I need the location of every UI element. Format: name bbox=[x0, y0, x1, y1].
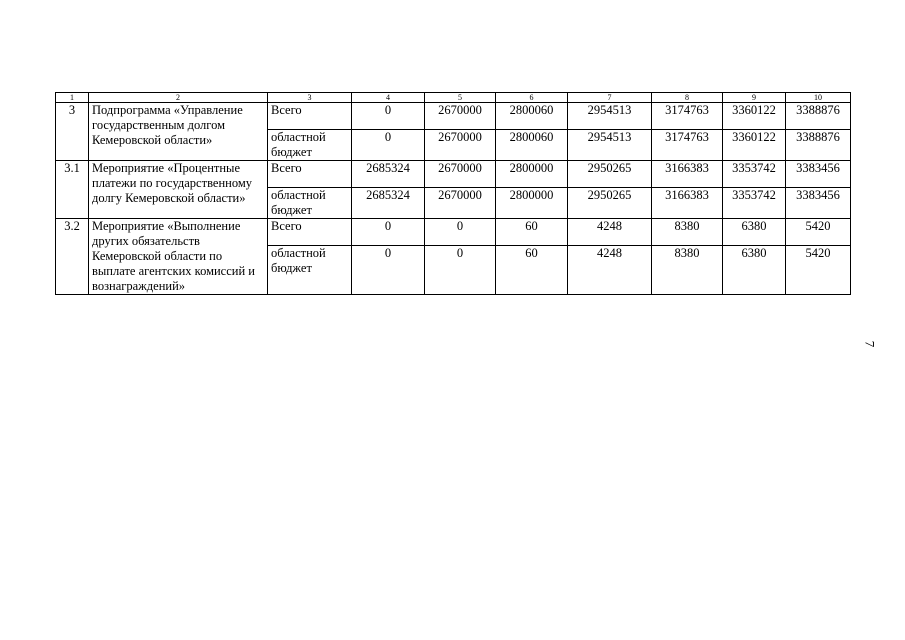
value-cell: 2950265 bbox=[568, 188, 652, 219]
value-cell: 2950265 bbox=[568, 161, 652, 188]
value-cell: 3166383 bbox=[652, 188, 723, 219]
value-cell: 3353742 bbox=[723, 188, 786, 219]
value-cell: 0 bbox=[352, 130, 425, 161]
value-cell: 3174763 bbox=[652, 103, 723, 130]
value-cell: 3353742 bbox=[723, 161, 786, 188]
value-cell: 0 bbox=[425, 246, 496, 295]
table-row bbox=[56, 219, 851, 246]
value-cell: 0 bbox=[352, 246, 425, 295]
funding-source: Всего bbox=[268, 161, 352, 188]
budget-table bbox=[55, 92, 851, 295]
value-cell: 3383456 bbox=[786, 161, 851, 188]
value-cell: 2954513 bbox=[568, 130, 652, 161]
value-cell: 2800060 bbox=[496, 130, 568, 161]
value-cell: 3174763 bbox=[652, 130, 723, 161]
column-number: 9 bbox=[723, 93, 786, 103]
value-cell: 0 bbox=[352, 103, 425, 130]
value-cell: 2800060 bbox=[496, 103, 568, 130]
value-cell: 3388876 bbox=[786, 130, 851, 161]
value-cell: 2670000 bbox=[425, 161, 496, 188]
value-cell: 3166383 bbox=[652, 161, 723, 188]
funding-source: Всего bbox=[268, 219, 352, 246]
table-row bbox=[56, 161, 851, 188]
funding-source: Всего bbox=[268, 103, 352, 130]
column-number: 3 bbox=[268, 93, 352, 103]
row-number: 3.2 bbox=[56, 219, 89, 295]
column-number: 7 bbox=[568, 93, 652, 103]
value-cell: 2954513 bbox=[568, 103, 652, 130]
value-cell: 2800000 bbox=[496, 161, 568, 188]
value-cell: 2685324 bbox=[352, 188, 425, 219]
value-cell: 2670000 bbox=[425, 103, 496, 130]
row-name: Мероприятие «Выполнение других обязательств Кемеровской области по выплате агентских комиссий и вознаграждений» bbox=[89, 219, 268, 295]
value-cell: 0 bbox=[352, 219, 425, 246]
value-cell: 60 bbox=[496, 219, 568, 246]
value-cell: 3388876 bbox=[786, 103, 851, 130]
column-number: 2 bbox=[89, 93, 268, 103]
value-cell: 60 bbox=[496, 246, 568, 295]
value-cell: 4248 bbox=[568, 246, 652, 295]
row-number: 3 bbox=[56, 103, 89, 161]
value-cell: 0 bbox=[425, 219, 496, 246]
funding-source: областной бюджет bbox=[268, 246, 352, 295]
funding-source: областной бюджет bbox=[268, 188, 352, 219]
value-cell: 3383456 bbox=[786, 188, 851, 219]
column-number: 1 bbox=[56, 93, 89, 103]
value-cell: 2670000 bbox=[425, 130, 496, 161]
value-cell: 2685324 bbox=[352, 161, 425, 188]
row-name: Мероприятие «Процентные платежи по государственному долгу Кемеровской области» bbox=[89, 161, 268, 219]
value-cell: 8380 bbox=[652, 246, 723, 295]
table-row bbox=[56, 103, 851, 130]
row-name: Подпрограмма «Управление государственным долгом Кемеровской области» bbox=[89, 103, 268, 161]
value-cell: 6380 bbox=[723, 246, 786, 295]
column-number: 5 bbox=[425, 93, 496, 103]
value-cell: 6380 bbox=[723, 219, 786, 246]
row-number: 3.1 bbox=[56, 161, 89, 219]
column-number: 10 bbox=[786, 93, 851, 103]
page-number: 7 bbox=[862, 340, 878, 348]
value-cell: 5420 bbox=[786, 246, 851, 295]
value-cell: 3360122 bbox=[723, 103, 786, 130]
value-cell: 8380 bbox=[652, 219, 723, 246]
value-cell: 2800000 bbox=[496, 188, 568, 219]
column-number: 4 bbox=[352, 93, 425, 103]
funding-source: областной бюджет bbox=[268, 130, 352, 161]
value-cell: 3360122 bbox=[723, 130, 786, 161]
column-number: 8 bbox=[652, 93, 723, 103]
column-number-row bbox=[56, 93, 851, 103]
value-cell: 5420 bbox=[786, 219, 851, 246]
value-cell: 2670000 bbox=[425, 188, 496, 219]
value-cell: 4248 bbox=[568, 219, 652, 246]
column-number: 6 bbox=[496, 93, 568, 103]
